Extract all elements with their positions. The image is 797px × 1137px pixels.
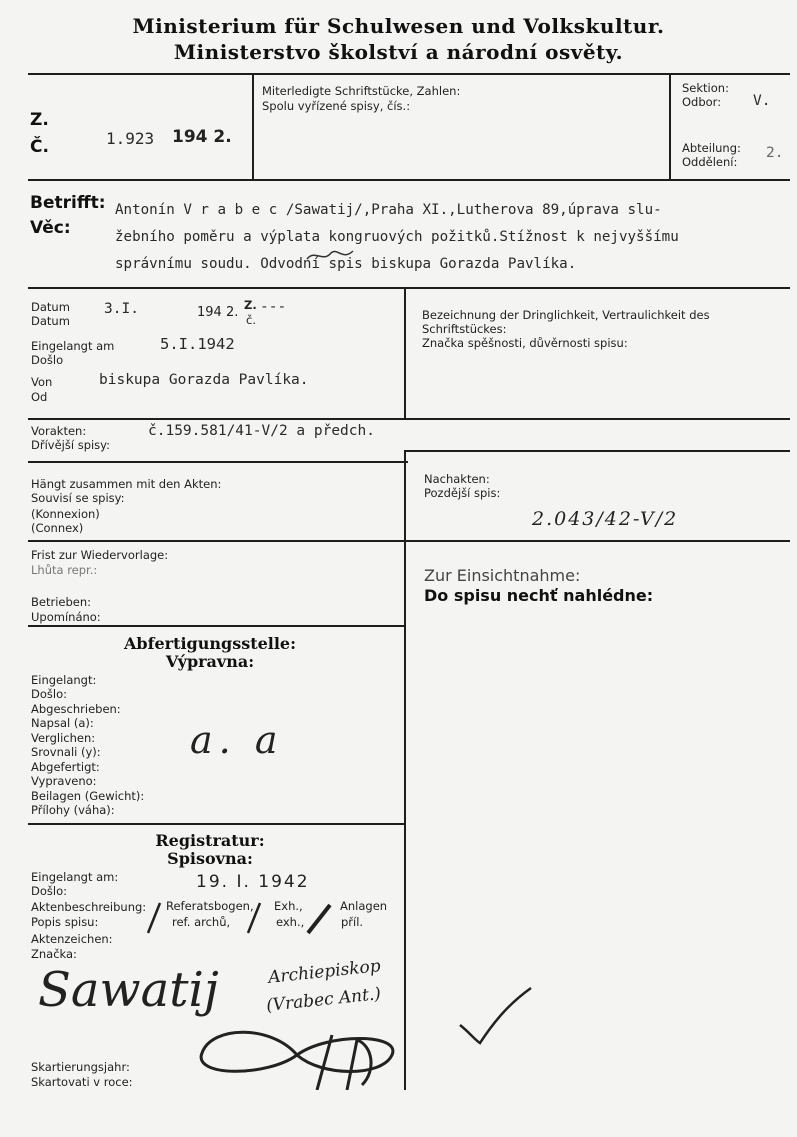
divider-registratur bbox=[28, 823, 406, 825]
aktenzeichen-label: Aktenzeichen: bbox=[31, 932, 113, 946]
divider-lower bbox=[404, 450, 406, 1090]
aktenbeschreibung-label: Aktenbeschreibung: bbox=[31, 900, 147, 914]
miterledigte-label: Miterledigte Schriftstücke, Zahlen: bbox=[262, 84, 461, 98]
souvisi-label: Souvisí se spisy: bbox=[31, 491, 125, 505]
odbor-label: Odbor: bbox=[682, 95, 722, 109]
odbor-value: V. bbox=[753, 93, 771, 109]
signature-sawatij: Sawatij bbox=[38, 962, 219, 1018]
abteilung-label: Abteilung: bbox=[682, 141, 741, 155]
subject-line-1: Antonín V r a b e c /Sawatij/,Praha XI.,Lutherova 89,úprava slu- bbox=[115, 202, 662, 218]
subject-line-2: žebního poměru a výplata kongruových požitků.Stížnost k nejvyššímu bbox=[115, 229, 679, 245]
reg-doslo-label: Došlo: bbox=[31, 884, 67, 898]
ministry-title-german: Ministerium für Schulwesen und Volkskultur. bbox=[132, 14, 665, 38]
slash-marks-icon bbox=[140, 895, 370, 940]
ministry-title-czech: Ministerstvo školství a národní osvěty. bbox=[173, 40, 624, 64]
note-archiepiskop: Archiepiskop bbox=[267, 956, 382, 988]
einsicht-label-cs: Do spisu nechť nahlédne: bbox=[424, 586, 654, 605]
popis-label: Popis spisu: bbox=[31, 915, 99, 929]
abfertigung-heading-cs: Výpravna: bbox=[165, 652, 255, 671]
skartovati-label: Skartovati v roce: bbox=[31, 1075, 133, 1089]
datum-label-de: Datum bbox=[31, 300, 70, 314]
anlagen-label: Anlagen bbox=[340, 899, 388, 913]
referatsbogen-label: Referatsbogen, bbox=[166, 899, 254, 913]
pozdejsi-label: Pozdější spis: bbox=[424, 486, 501, 500]
exh-cs-label: exh., bbox=[276, 915, 305, 929]
sektion-label: Sektion: bbox=[682, 81, 729, 95]
datum-z-label: Z. bbox=[244, 298, 257, 312]
schriftstueck-label: Schriftstückes: bbox=[422, 322, 507, 336]
registratur-heading-cs: Spisovna: bbox=[167, 849, 253, 868]
divider-top-left bbox=[252, 73, 254, 180]
divider-top-right bbox=[669, 73, 671, 180]
ref-year: 194 2. bbox=[172, 127, 232, 147]
registry-date-stamp: 19. I. 1942 bbox=[196, 872, 310, 892]
datum-c-label: č. bbox=[246, 313, 256, 327]
abf-row: Abgefertigt: bbox=[31, 760, 100, 774]
reg-eingelangt-label: Eingelangt am: bbox=[31, 870, 119, 884]
frist-label: Frist zur Wiedervorlage: bbox=[31, 548, 169, 562]
upominano-label: Upomínáno: bbox=[31, 610, 101, 624]
infinity-mark-icon bbox=[172, 1015, 422, 1090]
subject-line-3: správnímu soudu. Odvodní spis biskupa Gorazda Pavlíka. bbox=[115, 256, 577, 272]
datum-label-cs: Datum bbox=[31, 314, 70, 328]
znacka-label: Značka: bbox=[31, 947, 77, 961]
divider-top bbox=[28, 73, 790, 75]
skartierung-label: Skartierungsjahr: bbox=[31, 1060, 130, 1074]
divider-abfertigung bbox=[28, 625, 406, 627]
abf-row: Beilagen (Gewicht): bbox=[31, 789, 145, 803]
abfertigung-heading-de: Abfertigungsstelle: bbox=[123, 634, 297, 653]
divider-vorakten bbox=[28, 418, 790, 420]
eingelangt-value: 5.I.1942 bbox=[160, 335, 235, 353]
abf-row: Srovnali (y): bbox=[31, 745, 101, 759]
vorakten-label: Vorakten: bbox=[31, 424, 87, 438]
oddeleni-label: Oddělení: bbox=[682, 155, 738, 169]
registratur-heading-de: Registratur: bbox=[155, 831, 265, 850]
datum-year: 194 2. bbox=[197, 305, 239, 320]
bezeichnung-label: Bezeichnung der Dringlichkeit, Vertraulichkeit des bbox=[422, 308, 710, 322]
divider-middle bbox=[404, 287, 406, 418]
divider-datum bbox=[28, 287, 790, 289]
datum-dash: --- bbox=[260, 299, 287, 315]
divider-frist bbox=[28, 540, 790, 542]
nachakten-label: Nachakten: bbox=[424, 472, 490, 486]
divider-betrifft bbox=[28, 179, 790, 181]
c-label: Č. bbox=[30, 137, 49, 157]
abf-row: Verglichen: bbox=[31, 731, 96, 745]
konnexion-label: (Konnexion) bbox=[31, 507, 100, 521]
abf-row: Vypraveno: bbox=[31, 774, 97, 788]
connex-label: (Connex) bbox=[31, 521, 84, 535]
abf-row: Napsal (a): bbox=[31, 716, 94, 730]
zusammen-label: Hängt zusammen mit den Akten: bbox=[31, 477, 222, 491]
vorakten-value: č.159.581/41-V/2 a předch. bbox=[148, 423, 375, 439]
abf-row: Abgeschrieben: bbox=[31, 702, 121, 716]
note-vrabec: (Vrabec Ant.) bbox=[265, 984, 382, 1016]
divider-zusammen bbox=[28, 461, 408, 463]
abf-row: Přílohy (váha): bbox=[31, 803, 115, 817]
drivejsi-label: Dřívější spisy: bbox=[31, 438, 111, 452]
clerk-initials: a. a bbox=[190, 718, 284, 762]
nachakten-value: 2.043/42-V/2 bbox=[532, 508, 679, 530]
scribble-icon bbox=[305, 245, 355, 265]
ref-number: 1.923 bbox=[106, 129, 155, 148]
znacka-spesnosti-label: Značka spěšnosti, důvěrnosti spisu: bbox=[422, 336, 628, 350]
checkmark-icon bbox=[455, 985, 535, 1050]
von-label: Von bbox=[31, 375, 53, 389]
datum-value: 3.I. bbox=[104, 301, 139, 317]
betrifft-label: Betrifft: bbox=[30, 193, 106, 213]
eingelangt-label: Eingelangt am bbox=[31, 339, 115, 353]
spolu-label: Spolu vyřízené spisy, čís.: bbox=[262, 99, 411, 113]
oddeleni-value: 2. bbox=[766, 145, 784, 161]
abf-row: Eingelangt: bbox=[31, 673, 97, 687]
betrieben-label: Betrieben: bbox=[31, 595, 92, 609]
exh-label: Exh., bbox=[274, 899, 303, 913]
abf-row: Došlo: bbox=[31, 687, 67, 701]
lhuta-label: Lhůta repr.: bbox=[31, 563, 98, 577]
pril-label: příl. bbox=[341, 915, 364, 929]
ref-archu-label: ref. archů, bbox=[172, 915, 231, 929]
von-value: biskupa Gorazda Pavlíka. bbox=[99, 372, 309, 388]
od-label: Od bbox=[31, 390, 48, 404]
divider-nachakten bbox=[404, 450, 790, 452]
einsicht-label-de: Zur Einsichtnahme: bbox=[424, 566, 581, 585]
doslo-label: Došlo bbox=[31, 353, 64, 367]
z-label: Z. bbox=[30, 110, 49, 130]
vec-label: Věc: bbox=[30, 218, 71, 238]
